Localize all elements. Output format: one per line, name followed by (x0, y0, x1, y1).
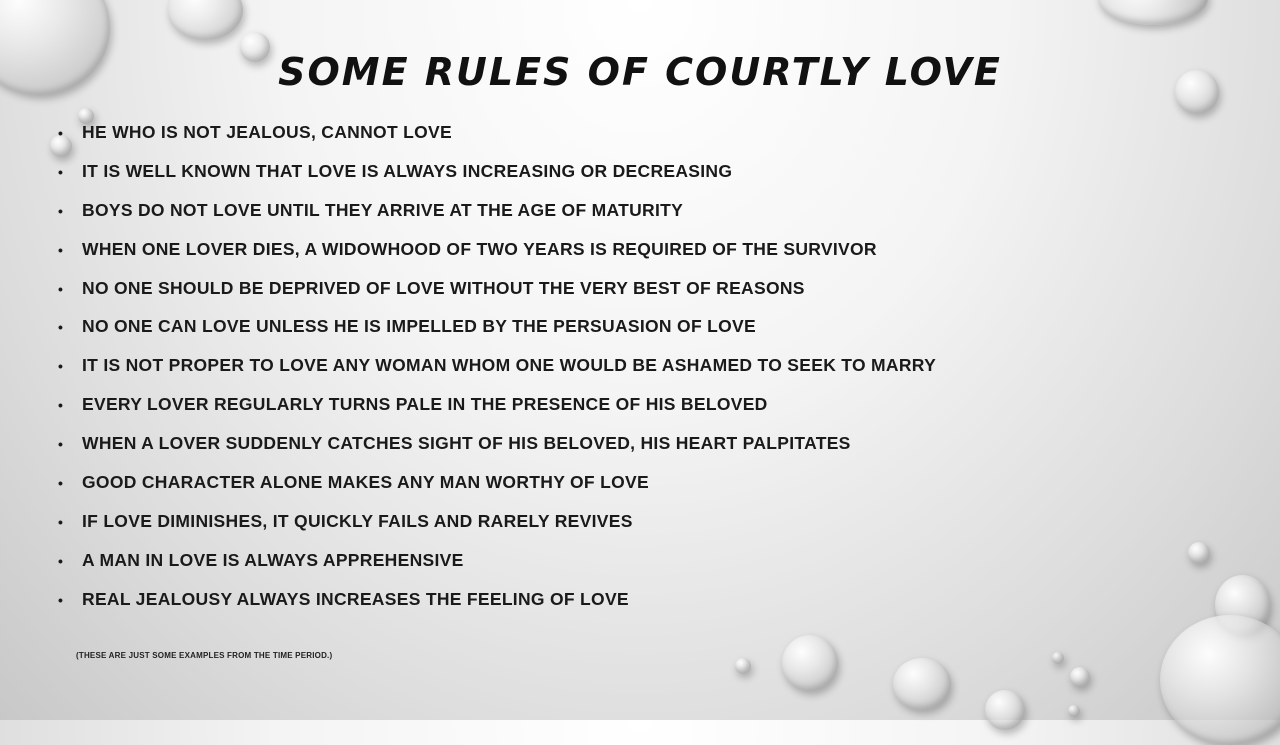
rule-text: BOYS DO NOT LOVE UNTIL THEY ARRIVE AT THE AGE OF MATURITY (82, 199, 684, 220)
bullet-icon: • (58, 125, 64, 141)
bullet-icon: • (58, 436, 64, 453)
bullet-icon: • (58, 280, 64, 297)
rule-text: WHEN ONE LOVER DIES, A WIDOWHOOD OF TWO YEARS IS REQUIRED OF THE SURVIVOR (82, 238, 877, 259)
water-droplet (1098, 0, 1208, 25)
footnote: (THESE ARE JUST SOME EXAMPLES FROM THE TIME PERIOD.) (76, 651, 333, 660)
water-droplet (1070, 667, 1090, 687)
list-item (58, 274, 936, 313)
rule-text: HE WHO IS NOT JEALOUS, CANNOT LOVE (82, 122, 452, 142)
list-item (58, 546, 936, 585)
bullet-icon: • (58, 552, 64, 569)
list-item (58, 157, 936, 196)
water-droplet (985, 690, 1025, 730)
water-droplet (735, 658, 751, 674)
rule-text: NO ONE SHOULD BE DEPRIVED OF LOVE WITHOUT THE VERY BEST OF REASONS (82, 277, 805, 298)
list-item (58, 585, 936, 624)
rule-text: A MAN IN LOVE IS ALWAYS APPREHENSIVE (82, 549, 464, 570)
bullet-icon: • (58, 202, 64, 219)
rule-text: IT IS WELL KNOWN THAT LOVE IS ALWAYS INCREASING OR DECREASING (82, 160, 733, 181)
bullet-icon: • (58, 319, 64, 336)
rule-text: GOOD CHARACTER ALONE MAKES ANY MAN WORTHY OF LOVE (82, 472, 649, 493)
list-item (58, 507, 936, 546)
water-droplet (168, 0, 243, 40)
rule-text: EVERY LOVER REGULARLY TURNS PALE IN THE PRESENCE OF HIS BELOVED (82, 394, 768, 415)
bullet-icon: • (58, 591, 64, 608)
water-droplet (1068, 705, 1080, 717)
list-item (58, 196, 936, 235)
rule-text: NO ONE CAN LOVE UNLESS HE IS IMPELLED BY THE PERSUASION OF LOVE (82, 316, 756, 337)
list-item (58, 118, 936, 157)
water-droplet (1052, 652, 1064, 664)
water-droplet (893, 658, 951, 710)
rules-list (58, 118, 936, 624)
list-item (58, 235, 936, 274)
bullet-icon: • (58, 397, 64, 414)
page-title: SOME RULES OF COURTLY LOVE (278, 50, 1002, 94)
water-droplet (1160, 615, 1280, 745)
bullet-icon: • (58, 513, 64, 530)
water-droplet (1188, 542, 1210, 564)
list-item (58, 390, 936, 429)
bullet-icon: • (58, 163, 64, 180)
water-droplet (782, 635, 838, 691)
bullet-icon: • (58, 358, 64, 375)
rule-text: IT IS NOT PROPER TO LOVE ANY WOMAN WHOM ONE WOULD BE ASHAMED TO SEEK TO MARRY (82, 355, 937, 376)
rule-text: IF LOVE DIMINISHES, IT QUICKLY FAILS AND RARELY REVIVES (82, 510, 633, 531)
list-item (58, 468, 936, 507)
bullet-icon: • (58, 241, 64, 258)
bullet-icon: • (58, 475, 64, 492)
list-item (58, 351, 936, 390)
list-item (58, 429, 936, 468)
list-item (58, 312, 936, 351)
rule-text: WHEN A LOVER SUDDENLY CATCHES SIGHT OF HIS BELOVED, HIS HEART PALPITATES (82, 433, 851, 454)
rule-text: REAL JEALOUSY ALWAYS INCREASES THE FEELING OF LOVE (82, 588, 629, 609)
